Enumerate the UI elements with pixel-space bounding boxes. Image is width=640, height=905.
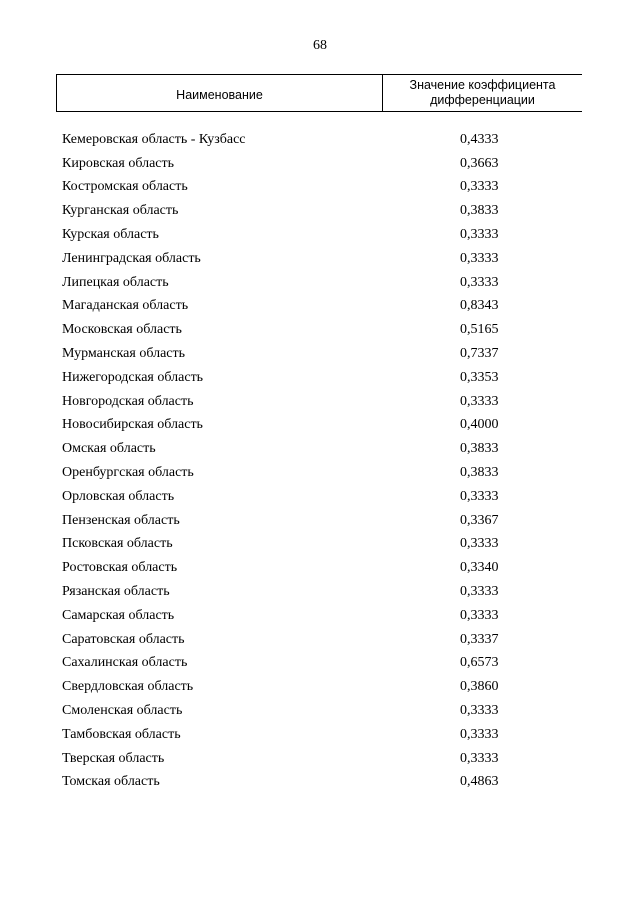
table-row	[62, 247, 582, 271]
coefficient-value: 0,5165	[460, 322, 499, 338]
coefficient-value: 0,3333	[460, 726, 499, 742]
table-header	[56, 74, 582, 112]
table-row	[62, 771, 582, 795]
coefficient-value: 0,3833	[460, 203, 499, 219]
coefficient-value: 0,6573	[460, 655, 499, 671]
region-name: Тверская область	[62, 750, 165, 766]
coefficient-value: 0,3340	[460, 560, 499, 576]
table-row	[62, 723, 582, 747]
table-row	[62, 580, 582, 604]
column-header-value: Значение коэффициента дифференциации	[409, 78, 556, 107]
coefficient-value: 0,3663	[460, 155, 499, 171]
coefficient-value: 0,3333	[460, 274, 499, 290]
coefficient-value: 0,4333	[460, 131, 499, 147]
region-name: Костромская область	[62, 179, 188, 195]
region-name: Кемеровская область - Кузбасс	[62, 131, 246, 147]
region-name: Смоленская область	[62, 703, 183, 719]
region-name: Саратовская область	[62, 631, 185, 647]
coefficient-value: 0,7337	[460, 346, 499, 362]
region-name: Сахалинская область	[62, 655, 188, 671]
region-name: Самарская область	[62, 607, 175, 623]
region-name: Курская область	[62, 227, 159, 243]
region-name: Мурманская область	[62, 346, 186, 362]
region-name: Псковская область	[62, 536, 173, 552]
coefficient-value: 0,3860	[460, 679, 499, 695]
table-row	[62, 271, 582, 295]
region-name: Орловская область	[62, 488, 175, 504]
table-row	[62, 461, 582, 485]
table-row	[62, 318, 582, 342]
region-name: Курганская область	[62, 203, 179, 219]
coefficient-value: 0,3333	[460, 607, 499, 623]
table-row	[62, 199, 582, 223]
table-row	[62, 604, 582, 628]
region-name: Новосибирская область	[62, 417, 203, 433]
region-name: Омская область	[62, 441, 156, 457]
coefficient-value: 0,3333	[460, 703, 499, 719]
table-row	[62, 366, 582, 390]
page-number: 68	[313, 38, 327, 53]
coefficient-value: 0,3333	[460, 250, 499, 266]
column-header-name: Наименование	[57, 75, 383, 111]
region-name: Ленинградская область	[62, 250, 201, 266]
region-name: Рязанская область	[62, 584, 170, 600]
coefficient-value: 0,4863	[460, 774, 499, 790]
region-name: Магаданская область	[62, 298, 189, 314]
coefficient-value: 0,3833	[460, 441, 499, 457]
table-row	[62, 747, 582, 771]
table-row	[62, 152, 582, 176]
table-row	[62, 652, 582, 676]
region-name: Тамбовская область	[62, 726, 181, 742]
table-row	[62, 223, 582, 247]
coefficient-value: 0,3333	[460, 750, 499, 766]
region-name: Ростовская область	[62, 560, 178, 576]
region-name: Новгородская область	[62, 393, 194, 409]
table-row	[62, 533, 582, 557]
region-name: Нижегородская область	[62, 369, 204, 385]
coefficient-value: 0,3367	[460, 512, 499, 528]
region-name: Томская область	[62, 774, 160, 790]
region-name: Пензенская область	[62, 512, 180, 528]
table-row	[62, 437, 582, 461]
table-row	[62, 390, 582, 414]
table-body	[62, 128, 582, 794]
coefficient-value: 0,3333	[460, 536, 499, 552]
region-name: Оренбургская область	[62, 465, 194, 481]
table-row	[62, 128, 582, 152]
table-row	[62, 675, 582, 699]
table-row	[62, 414, 582, 438]
table-row	[62, 176, 582, 200]
coefficient-value: 0,3333	[460, 179, 499, 195]
table-row	[62, 485, 582, 509]
region-name: Липецкая область	[62, 274, 169, 290]
region-name: Московская область	[62, 322, 182, 338]
coefficient-value: 0,3333	[460, 584, 499, 600]
coefficient-value: 0,3333	[460, 393, 499, 409]
table-row	[62, 628, 582, 652]
table-row	[62, 699, 582, 723]
coefficient-value: 0,3833	[460, 465, 499, 481]
coefficient-value: 0,4000	[460, 417, 499, 433]
table-row	[62, 342, 582, 366]
region-name: Кировская область	[62, 155, 175, 171]
region-name: Свердловская область	[62, 679, 194, 695]
table-row	[62, 556, 582, 580]
coefficient-value: 0,3337	[460, 631, 499, 647]
table-row	[62, 295, 582, 319]
coefficient-value: 0,8343	[460, 298, 499, 314]
table-row	[62, 509, 582, 533]
coefficient-value: 0,3333	[460, 227, 499, 243]
coefficient-value: 0,3353	[460, 369, 499, 385]
coefficient-value: 0,3333	[460, 488, 499, 504]
